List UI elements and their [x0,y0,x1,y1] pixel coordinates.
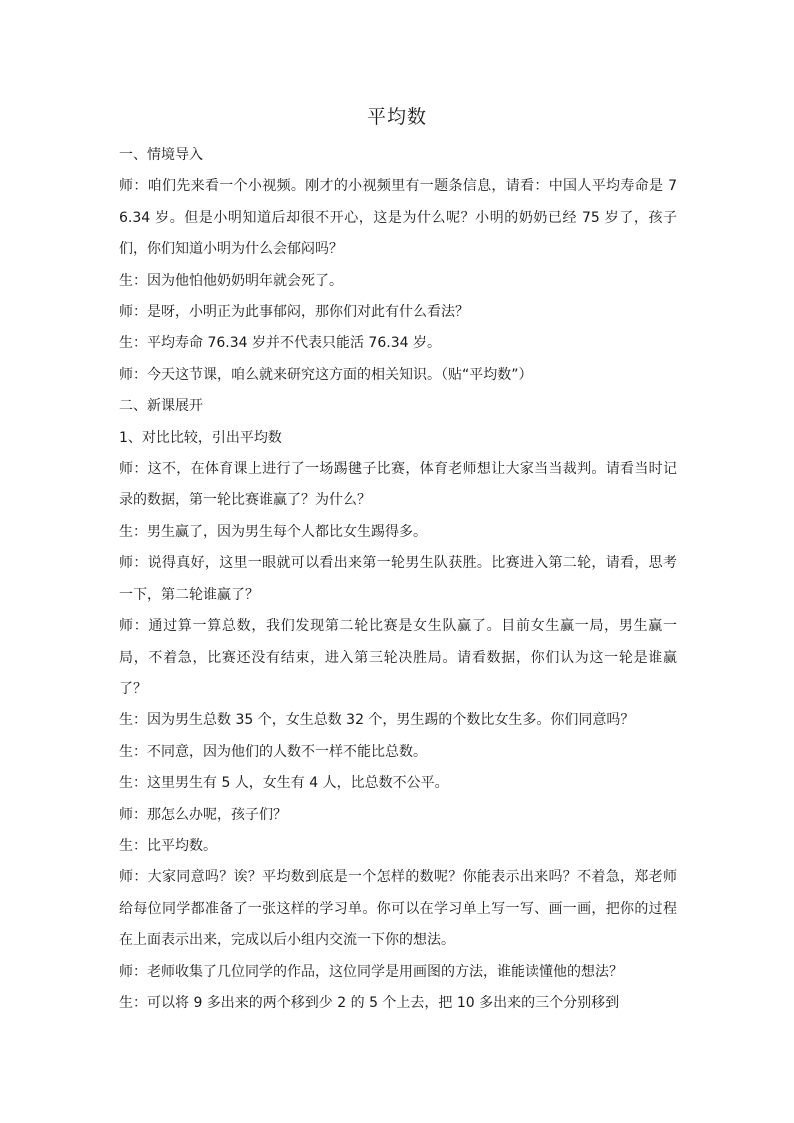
paragraph: 生：这里男生有 5 人，女生有 4 人，比总数不公平。 [119,775,449,792]
paragraph: 师：大家同意吗？诶？平均数到底是一个怎样的数呢？你能表示出来吗？不着急，郑老师给每位同学都准备了一张这样的学习单。你可以在学习单上写一写、画一画，把你的过程在上面表示出来，完成以后小组内交流一下你的想法。 [119,869,677,949]
document-body [119,140,677,1019]
paragraph: 生：因为他怕他奶奶明年就会死了。 [119,272,343,289]
paragraph: 师：通过算一算总数，我们发现第二轮比赛是女生队赢了。目前女生赢一局，男生赢一局，不着急，比赛还没有结束，进入第三轮决胜局。请看数据，你们认为这一轮是谁赢了？ [119,618,677,697]
paragraph: 生：平均寿命 76.34 岁并不代表只能活 76.34 岁。 [119,335,441,352]
paragraph: 生：男生赢了，因为男生每个人都比女生踢得多。 [119,523,427,540]
paragraph: 师：那怎么办呢，孩子们？ [119,806,287,823]
subsection-heading: 1、对比比较，引出平均数 [119,429,282,446]
paragraph: 生：可以将 9 多出来的两个移到少 2 的 5 个上去，把 10 多出来的三个分别移到 [119,994,620,1011]
paragraph: 师：说得真好，这里一眼就可以看出来第一轮男生队获胜。比赛进入第二轮，请看，思考一下，第二轮谁赢了？ [119,555,677,603]
paragraph: 师：是呀，小明正为此事郁闷，那你们对此有什么看法？ [119,304,469,321]
section-heading-intro: 一、情境导入 [119,147,203,163]
paragraph: 师：咱们先来看一个小视频。刚才的小视频里有一题条信息，请看：中国人平均寿命是 76.34 岁。但是小明知道后却很不开心，这是为什么呢？小明的奶奶已经 75 岁了，孩子们，你们知道小明为什么会郁闷吗？ [119,178,677,258]
paragraph: 生：因为男生总数 35 个，女生总数 32 个，男生踢的个数比女生多。你们同意吗？ [119,712,635,729]
paragraph: 师：这不，在体育课上进行了一场踢毽子比赛，体育老师想让大家当当裁判。请看当时记录的数据，第一轮比赛谁赢了？为什么？ [119,461,677,509]
paragraph: 生：不同意，因为他们的人数不一样不能比总数。 [119,743,427,760]
paragraph: 生：比平均数。 [119,837,217,854]
section-heading-new-lesson: 二、新课展开 [119,398,203,415]
document-title: 平均数 [366,106,427,128]
paragraph: 师：老师收集了几位同学的作品，这位同学是用画图的方法，谁能读懂他的想法？ [119,963,623,980]
paragraph: 师：今天这节课，咱么就来研究这方面的相关知识。（贴“平均数”） [119,366,533,383]
